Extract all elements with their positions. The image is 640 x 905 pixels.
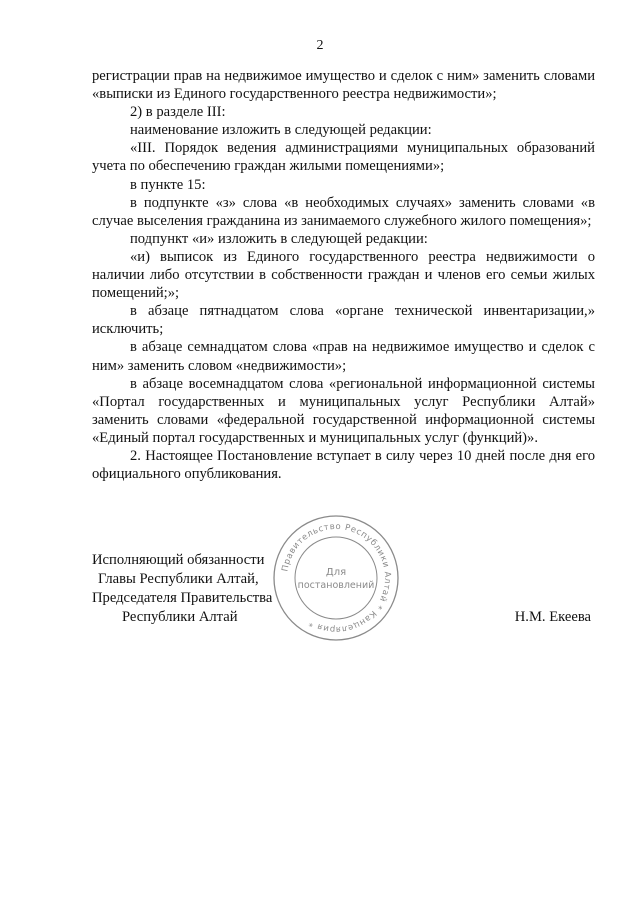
document-body <box>92 67 595 483</box>
official-seal-stamp <box>271 513 401 643</box>
paragraph-6: в подпункте «з» слова «в необходимых случаях» заменить словами «в случае выселения гражданина из занимаемого служебного жилого помещения»; <box>92 194 595 229</box>
seal-outer-ring <box>274 516 398 640</box>
signatory-position-line-3: Председателя Правительства <box>92 590 273 606</box>
paragraph-8: «и) выписок из Единого государственного реестра недвижимости о наличии либо отсутствии в собственности граждан и членов его семьи жилых помещений;»; <box>92 248 595 302</box>
paragraph-9: в абзаце пятнадцатом слова «органе технической инвентаризации,» исключить; <box>92 303 595 338</box>
seal-inner-ring <box>295 537 377 619</box>
seal-center-line-2: постановлений <box>297 580 375 591</box>
paragraph-2: 2) в разделе III: <box>130 104 226 121</box>
paragraph-4: «III. Порядок ведения администрациями муниципальных образований учета по обеспечению граждан жилыми помещениями»; <box>92 140 595 175</box>
paragraph-7: подпункт «и» изложить в следующей редакции: <box>130 230 428 247</box>
paragraph-10: в абзаце семнадцатом слова «прав на недвижимое имущество и сделок с ним» заменить словом «недвижимости»; <box>92 339 595 374</box>
signatory-position-line-4: Республики Алтай <box>122 609 238 625</box>
paragraph-1: регистрации прав на недвижимое имущество и сделок с ним» заменить словами «выписки из Единого государственного реестра недвижимости»; <box>92 68 595 103</box>
signatory-name: Н.М. Екеева <box>514 609 591 625</box>
page-number: 2 <box>316 38 324 53</box>
paragraph-5: в пункте 15: <box>130 176 206 193</box>
signatory-position-line-2: Главы Республики Алтай, <box>98 571 259 587</box>
paragraph-3: наименование изложить в следующей редакции: <box>130 122 432 139</box>
signatory-position-line-1: Исполняющий обязанности <box>92 552 265 568</box>
paragraph-12: 2. Настоящее Постановление вступает в силу через 10 дней после дня его официального опубликования. <box>92 447 595 483</box>
seal-center-line-1: Для <box>325 567 347 578</box>
seal-ring-text: Правительство Республики Алтай * Канцелярия * <box>280 521 393 635</box>
paragraph-11: в абзаце восемнадцатом слова «региональной информационной системы «Портал государственных и муниципальных услуг Республики Алтай» заменить словами «федеральной государственной информационной системы «Единый портал государственных и муниципальных услуг (функций)». <box>92 375 595 446</box>
